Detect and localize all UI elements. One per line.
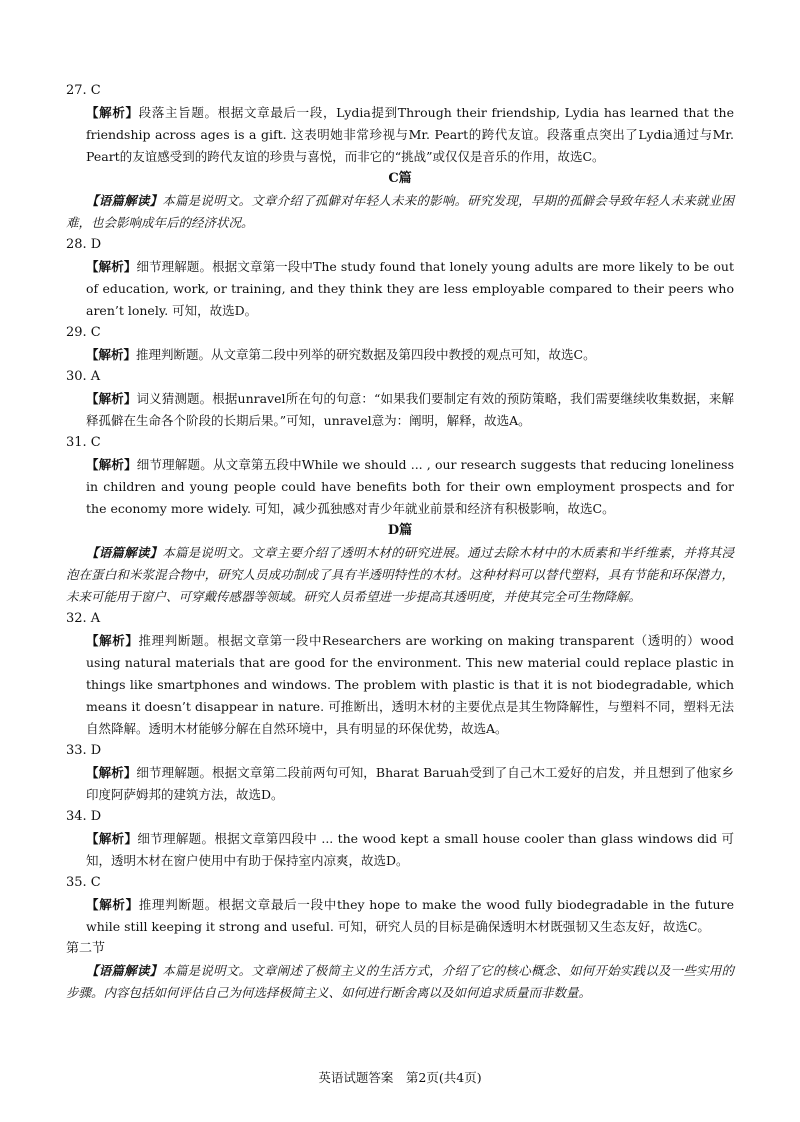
section-d-intro: [66, 542, 734, 608]
analysis-text: 细节理解题。从文章第五段中While we should ... , our research suggests that reducing loneliness in children and young people could have benefits both for their own employment prospects and for the economy more widely. 可知，减少孤独感对青少年就业前景和经济有积极影响，故选C。: [86, 457, 734, 516]
question-34-analysis: [86, 828, 734, 872]
analysis-text: 段落主旨题。根据文章最后一段，Lydia提到Through their friendship, Lydia has learned that the friendship across ages is a gift. 这表明她非常珍视与Mr. Peart的跨代友谊。段落重点突出了Lydia通过与Mr. Peart的友谊感受到的跨代友谊的珍贵与喜悦，而非它的“挑战”或仅仅是音乐的作用，故选C。: [86, 105, 734, 164]
analysis-text: 推理判断题。根据文章最后一段中they hope to make the wood fully biodegradable in the future while still keeping it strong and useful. 可知，研究人员的目标是确保透明木材既强韧又生态友好，故选C。: [86, 897, 734, 934]
answer-content: [66, 80, 734, 1004]
analysis-tag: 【解析】: [86, 391, 137, 406]
section-c-intro: [66, 190, 734, 234]
page-footer: 英语试题答案 第2页(共4页): [318, 1070, 482, 1085]
question-30-analysis: [86, 388, 734, 432]
intro-text: 本篇是说明文。文章介绍了孤僻对年轻人未来的影响。研究发现，早期的孤僻会导致年轻人未来就业困难，也会影响成年后的经济状况。: [66, 193, 734, 230]
question-28-answer: 28. D: [66, 237, 102, 252]
question-32-analysis: [86, 630, 734, 740]
question-30-answer: 30. A: [66, 369, 101, 384]
question-28-analysis: [86, 256, 734, 322]
part-2-title: 第二节: [66, 941, 106, 956]
question-35-answer: 35. C: [66, 875, 101, 890]
analysis-text: 推理判断题。从文章第二段中列举的研究数据及第四段中教授的观点可知，故选C。: [136, 347, 596, 362]
question-32-answer: 32. A: [66, 611, 101, 626]
part-2-intro: [66, 960, 734, 1004]
analysis-text: 推理判断题。根据文章第一段中Researchers are working on making transparent（透明的）wood using natural materials that are good for the environment. This new material could replace plastic in things like smartphones and windows. The problem with plastic is that it is not biodegradable, which means it doesn’t disappear in nature. 可推断出，透明木材的主要优点是其生物降解性，与塑料不同，塑料无法自然降解。透明木材能够分解在自然环境中，具有明显的环保优势，故选A。: [86, 633, 734, 736]
analysis-tag: 【解析】: [86, 765, 137, 780]
question-29-answer: 29. C: [66, 325, 101, 340]
passage-tag: 【语篇解读】: [86, 545, 163, 560]
analysis-text: 细节理解题。根据文章第一段中The study found that lonely young adults are more likely to be out of education, work, or training, and they think they are less employable compared to their peers who aren’t lonely. 可知，故选D。: [86, 259, 734, 318]
analysis-text: 词义猜测题。根据unravel所在句的句意：“如果我们要制定有效的预防策略，我们需要继续收集数据，来解释孤僻在生命各个阶段的长期后果。”可知，unravel意为：阐明，解释，故选A。: [86, 391, 734, 428]
section-d-title: D篇: [387, 523, 413, 538]
question-31-analysis: [86, 454, 734, 520]
analysis-tag: 【解析】: [86, 831, 138, 846]
question-31-answer: 31. C: [66, 435, 101, 450]
intro-text: 本篇是说明文。文章主要介绍了透明木材的研究进展。通过去除木材中的木质素和半纤维素，并将其浸泡在蛋白和米浆混合物中，研究人员成功制成了具有半透明特性的木材。这种材料可以替代塑料，具有节能和环保潜力，未来可能用于窗户、可穿戴传感器等领域。研究人员希望进一步提高其透明度，并使其完全可生物降解。: [66, 545, 734, 604]
question-33-answer: 33. D: [66, 743, 102, 758]
question-27-answer: 27. C: [66, 83, 101, 98]
question-29-analysis: [86, 344, 734, 366]
analysis-text: 细节理解题。根据文章第四段中 ... the wood kept a small house cooler than glass windows did 可知，透明木材在窗户使用中有助于保持室内凉爽，故选D。: [86, 831, 734, 868]
analysis-tag: 【解析】: [86, 457, 137, 472]
analysis-tag: 【解析】: [86, 897, 139, 912]
question-33-analysis: [86, 762, 734, 806]
passage-tag: 【语篇解读】: [86, 193, 163, 208]
analysis-tag: 【解析】: [86, 259, 137, 274]
section-c-title: C篇: [388, 171, 412, 186]
passage-tag: 【语篇解读】: [86, 963, 163, 978]
question-27-analysis: [86, 102, 734, 168]
question-35-analysis: [86, 894, 734, 938]
intro-text: 本篇是说明文。文章阐述了极简主义的生活方式，介绍了它的核心概念、如何开始实践以及一些实用的步骤。内容包括如何评估自己为何选择极简主义、如何进行断舍离以及如何追求质量而非数量。: [66, 963, 734, 1000]
analysis-text: 细节理解题。根据文章第二段前两句可知，Bharat Baruah受到了自己木工爱好的启发，并且想到了他家乡印度阿萨姆邦的建筑方法，故选D。: [86, 765, 734, 802]
question-34-answer: 34. D: [66, 809, 102, 824]
analysis-tag: 【解析】: [86, 347, 137, 362]
analysis-tag: 【解析】: [86, 105, 139, 120]
analysis-tag: 【解析】: [86, 633, 139, 648]
